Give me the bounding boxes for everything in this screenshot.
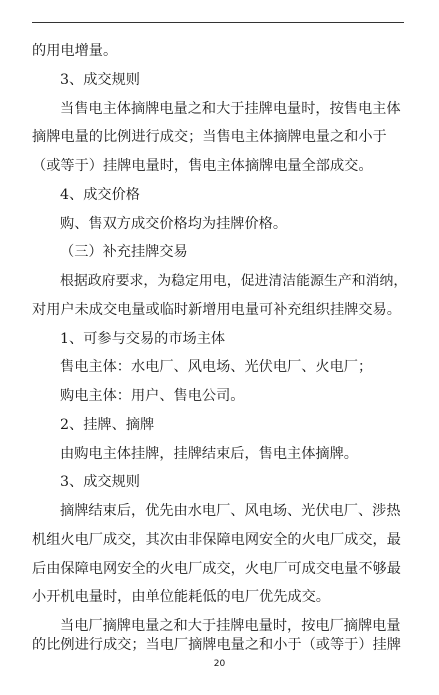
text-line: 的用电增量。 [32,43,118,59]
text-line: 对用户未成交电量或临时新增用电量可补充组织挂牌交易。 [32,302,401,318]
page-number: 20 [213,659,226,669]
paragraph-first-line: 当售电主体摘牌电量之和大于挂牌电量时，按售电主体 [60,101,401,117]
header-rule [32,22,404,23]
section-heading: （三）补充挂牌交易 [60,244,188,260]
section-heading: 3、成交规则 [60,474,140,490]
paragraph-first-line: 摘牌结束后，优先由水电厂、风电场、光伏电厂、涉热 [60,503,401,519]
paragraph-first-line: 由购电主体挂牌，挂牌结束后，售电主体摘牌。 [60,446,358,462]
section-heading: 4、成交价格 [60,187,140,203]
text-line: 的比例进行成交；当电厂摘牌电量之和小于（或等于）挂牌 [32,637,401,653]
section-heading: 1、可参与交易的市场主体 [60,331,226,347]
paragraph-first-line: 当电厂摘牌电量之和大于挂牌电量时，按电厂摘牌电量 [60,618,401,634]
paragraph-first-line: 售电主体：水电厂、风电场、光伏电厂、火电厂； [60,359,373,375]
text-line: 机组火电厂成交，其次由非保障电网安全的火电厂成交，最 [32,532,401,548]
paragraph-first-line: 购电主体：用户、售电公司。 [60,388,245,404]
text-line: 后由保障电网安全的火电厂成交，火电厂可成交电量不够最 [32,561,401,577]
paragraph-first-line: 根据政府要求，为稳定用电，促进清洁能源生产和消纳， [60,273,408,289]
text-line: 小开机电量时，由单位能耗低的电厂优先成交。 [32,589,330,605]
paragraph-first-line: 购、售双方成交价格均为挂牌价格。 [60,216,288,232]
section-heading: 2、挂牌、摘牌 [60,417,155,433]
text-line: （或等于）挂牌电量时，售电主体摘牌电量全部成交。 [32,158,373,174]
text-line: 摘牌电量的比例进行成交；当售电主体摘牌电量之和小于 [32,129,387,145]
section-heading: 3、成交规则 [60,72,140,88]
